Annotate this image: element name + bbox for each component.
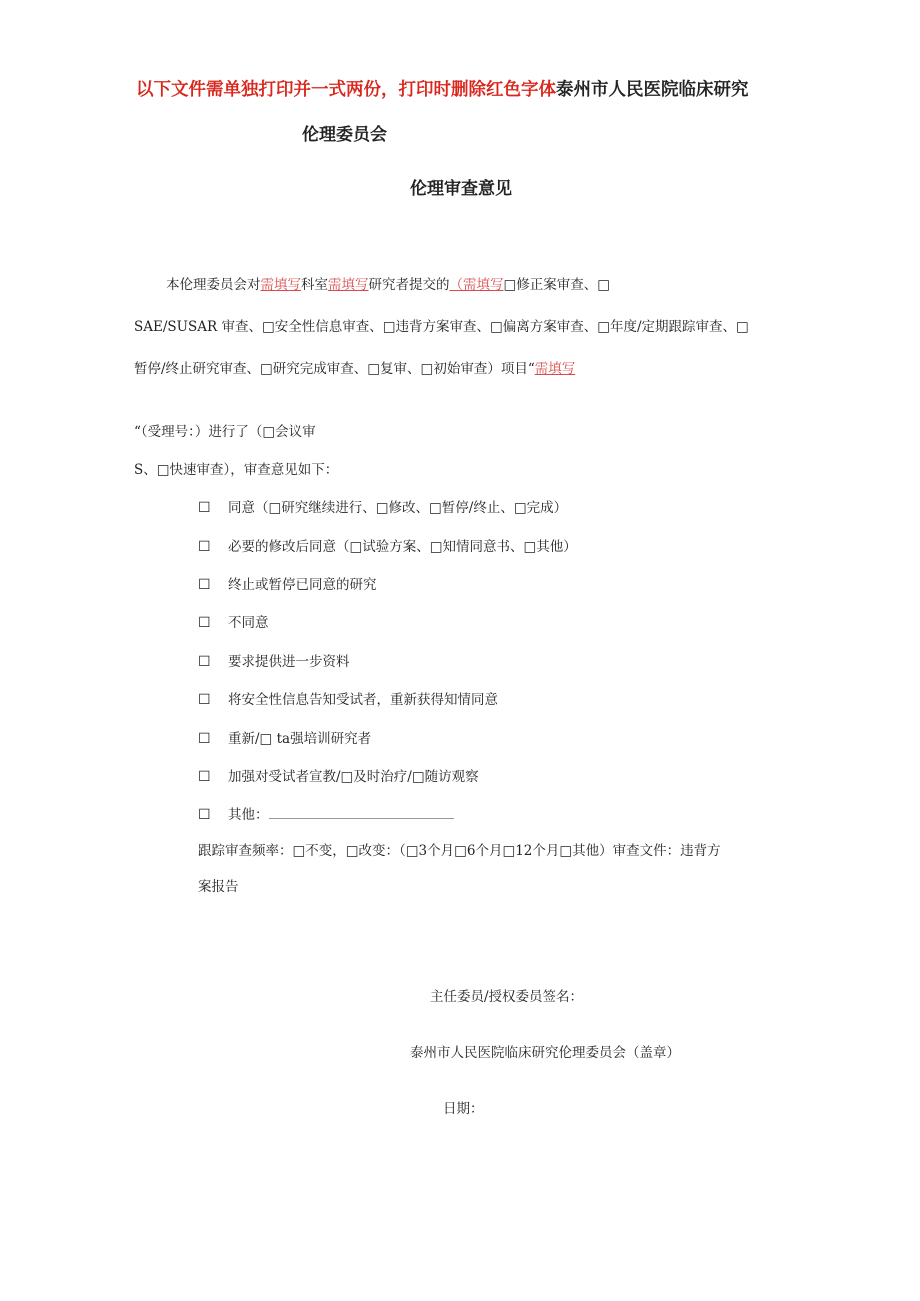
option-label: 重新/□ ta强培训研究者 [228, 731, 372, 747]
print-instruction-note: 以下文件需单独打印并一式两份，打印时删除红色字体 [136, 80, 556, 100]
intro-line-5: S、□快速审查），审查意见如下： [134, 462, 339, 478]
intro-line-1 [166, 273, 610, 293]
option-item[interactable] [198, 803, 454, 823]
fill-blank-investigator[interactable]: 需填写 [328, 277, 369, 293]
checkbox[interactable]: ☐ [198, 500, 211, 516]
date-label: 日期： [443, 1101, 484, 1117]
document-title: 伦理审查意见 [410, 179, 512, 199]
committee-seal-label: 泰州市人民医院临床研究伦理委员会（盖章） [410, 1045, 680, 1061]
fill-blank-submission[interactable]: （需填写 [449, 277, 504, 293]
tracking-frequency-line-2: 案报告 [198, 879, 239, 895]
option-item[interactable] [198, 765, 479, 785]
other-blank-line[interactable] [269, 806, 454, 819]
intro-line-2: SAE/SUSAR 审查、□安全性信息审查、□违背方案审查、□偏离方案审查、□年度/定期跟踪审查、□ [134, 319, 749, 335]
fill-blank-project[interactable]: 需填写 [534, 361, 576, 377]
option-item[interactable] [198, 573, 377, 593]
tracking-frequency-line: 跟踪审查频率：□不变，□改变：（□3个月□6个月□12个月□其他）审查文件：违背方 [198, 843, 721, 859]
document-header [136, 76, 749, 101]
checkbox[interactable]: ☐ [198, 769, 211, 785]
option-label: 要求提供进一步资料 [228, 654, 350, 670]
intro-line-3 [134, 357, 575, 377]
option-label: 将安全性信息告知受试者，重新获得知情同意 [228, 692, 498, 708]
intro-text: 本伦理委员会对 [166, 277, 261, 293]
org-name-part1: 泰州市人民医院临床研究 [556, 80, 749, 100]
checkbox[interactable]: ☐ [198, 692, 211, 708]
checkbox[interactable]: ☐ [198, 731, 211, 747]
signature-label: 主任委员/授权委员签名： [430, 989, 584, 1005]
option-item[interactable] [198, 611, 269, 631]
fill-blank-department[interactable]: 需填写 [260, 277, 301, 293]
option-label: 必要的修改后同意（□试验方案、□知情同意书、□其他） [228, 539, 577, 555]
checkbox[interactable]: ☐ [198, 539, 211, 555]
option-label: 其他： [228, 807, 269, 823]
option-label: 同意（□研究继续进行、□修改、□暂停/终止、□完成） [228, 500, 568, 516]
checkbox[interactable]: ☐ [198, 615, 211, 631]
option-item[interactable] [198, 496, 567, 516]
intro-text: 研究者提交的 [368, 277, 450, 293]
option-label: 终止或暂停已同意的研究 [228, 577, 377, 593]
option-item[interactable] [198, 650, 350, 670]
intro-text: □修正案审查、□ [503, 277, 611, 293]
checkbox[interactable]: ☐ [198, 654, 211, 670]
org-name-part2: 伦理委员会 [302, 125, 387, 145]
option-label: 加强对受试者宣教/□及时治疗/□随访观察 [228, 769, 479, 785]
intro-line-4: “（受理号：）进行了（□会议审 [134, 424, 316, 440]
option-item[interactable] [198, 535, 577, 555]
option-item[interactable] [198, 727, 371, 747]
intro-text: 科室 [301, 277, 328, 293]
checkbox[interactable]: ☐ [198, 807, 211, 823]
option-label: 不同意 [228, 615, 269, 631]
checkbox[interactable]: ☐ [198, 577, 211, 593]
option-item[interactable] [198, 688, 498, 708]
intro-text: 暂停/终止研究审查、□研究完成审查、□复审、□初始审查）项目“ [134, 361, 535, 377]
